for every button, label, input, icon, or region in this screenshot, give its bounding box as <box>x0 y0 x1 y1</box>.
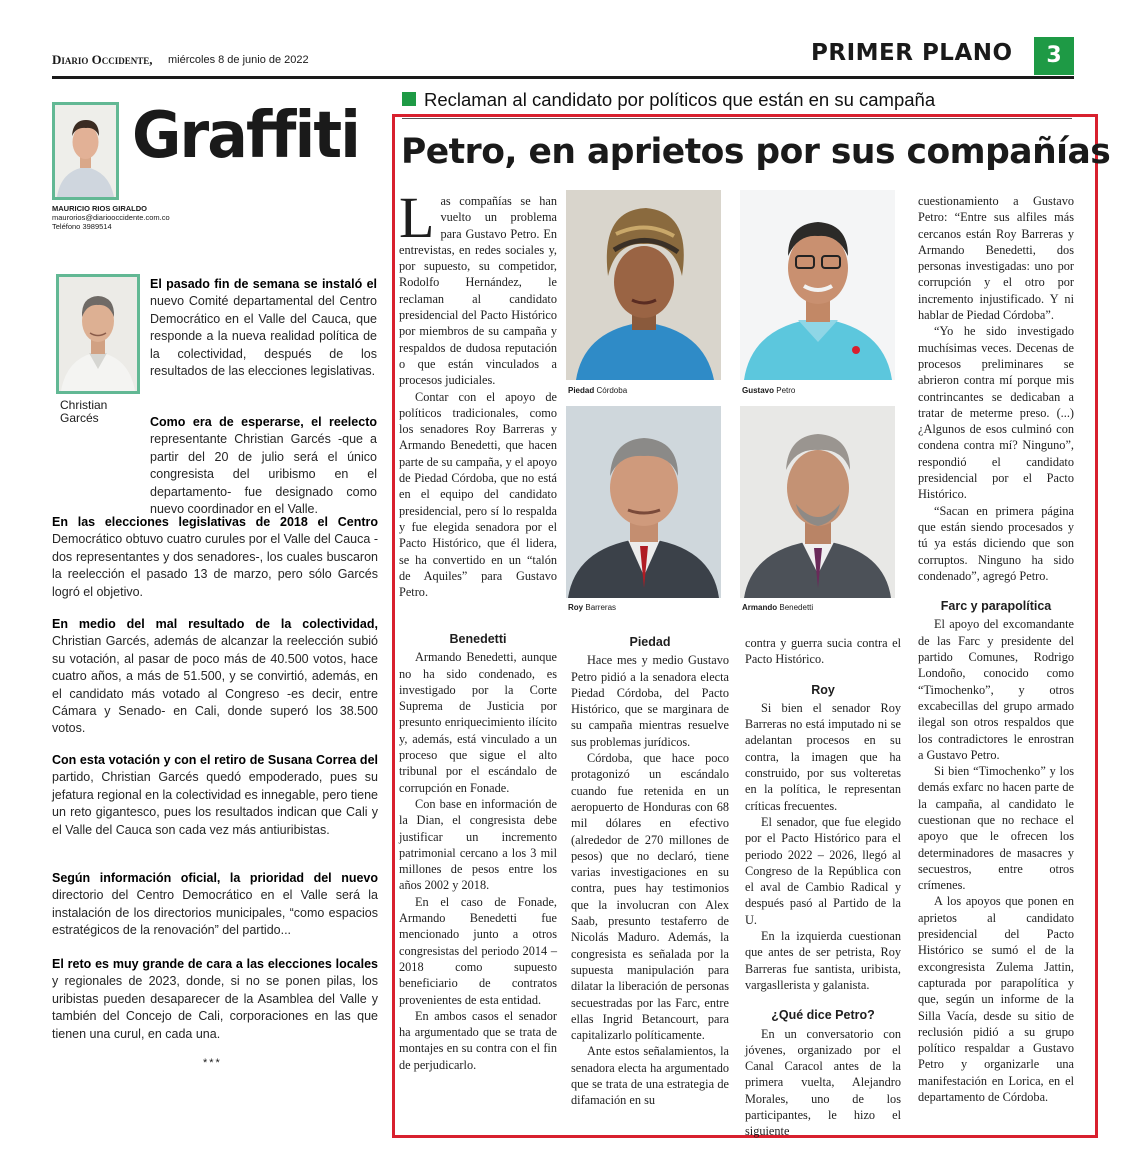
paragraph-lead: El reto es muy grande de cara a las elecciones locales <box>52 957 378 971</box>
caption-petro: Gustavo Petro <box>742 386 796 395</box>
issue-date: miércoles 8 de junio de 2022 <box>168 54 309 66</box>
paragraph-lead: Con esta votación y con el retiro de Susana Correa del <box>52 753 378 767</box>
page-number: 3 <box>1034 37 1074 75</box>
photo-roy-barreras <box>566 406 721 598</box>
paragraph-lead: En las elecciones legislativas de 2018 el Centro <box>52 515 378 529</box>
section-title: PRIMER PLANO <box>811 40 1013 66</box>
column-separator: *** <box>203 1057 222 1069</box>
columnist-photo <box>52 102 119 200</box>
article-right-column: cuestionamiento a Gustavo Petro: “Entre sus alfiles más cercanos están Roy Barreras y Armando Benedetti, dos personas investigadas: uno por corrupción y el otro por incremento injustificado. Y ni hablar de Piedad Córdoba”. “Yo he sido investigado muchísimas veces. Decenas de procesos preliminares se abrieron contra mí porque mis contrincantes se dedicaban a tratar de meterme preso. (...) ¿Algunos de esos culminó con condena contra mí? Ninguno”, respondió el candidato presidencial por el Pacto Histórico. “Sacan en primera página que están siendo procesados y tú ya estás diciendo que son corruptos. Ninguno ha sido condenado”, agregó Petro. Farc y parapolítica El apoyo del excomandante de las Farc y presidente del partido Comunes, Rodrigo Londoño, conocido como “Timochenko”, y otros excabecillas del grupo armado ilegal son otros respaldos que los contradictores le enrostran a Gustavo Petro. Si bien “Timochenko” y los demás exfarc no hacen parte de la campaña, al candidato le cuestionan que no rechace el apoyo que le ofrecen los determinadores de masacres y secuestros, entre otros crímenes. A los apoyos que ponen en aprietos al candidato presidencial del Pacto Histórico se sumó el de la excongresista Zulema Jattin, capturada por parapolítica y que, según un informe de la Silla Vacía, desde su sitio de reclusión pidió a su grupo político respaldar a Gustavo Petro y organizarle una manifestación en Lorica, en el departamento de Córdoba. <box>918 194 1074 1105</box>
section-piedad: Piedad Hace mes y medio Gustavo Petro pidió a la senadora electa Piedad Córdoba, del Pacto Histórico, que se marginara de su campaña mientras resuelve sus problemas jurídicos. Córdoba, que hace poco protagonizó un escándalo cuando fue retenida en un aeropuerto de Honduras con 68 mil dólares en efectivo (alrededor de 270 millones de pesos) que no declaró, tiene varias investigaciones en su contra, pues hay testimonios que la involucran con Alex Saab, presunto testaferro de Nicolás Maduro. Además, la congresista es señalada por la supuesta manipulación para dilatar la liberación de personas secuestradas por las Farc, entre ellas Ingrid Betancourt, para capitalizarlo políticamente. Ante estos señalamientos, la senadora electa ha argumentado que se trata de una estrategia de difamación en su <box>571 635 729 1108</box>
subhead-farc: Farc y parapolítica <box>940 599 1052 614</box>
header-rule <box>52 76 1074 79</box>
caption-benedetti: Armando Benedetti <box>742 603 814 612</box>
photo-gustavo-petro <box>740 190 895 380</box>
section-benedetti: Benedetti Armando Benedetti, aunque no ha sido condenado, es investigado por la Corte Suprema de Justicia por presunto enriquecimiento ilícito y, además, está vinculado a un proceso que sigue el alto tribunal por el escándalo de corrupción en Fonade. Con base en información de la Dian, el congresista debe justificar un incremento patrimonial cercano a los 3 mil millones de pesos entre los años 2002 y 2018. En el caso de Fonade, Armando Benedetti fue mencionado junto a otros congresistas del periodo 2014 – 2018 como supuesto beneficiario de contratos provenientes de esta entidad. En ambos casos el senador ha argumentado que se trata de montajes en su contra con el fin de perjudicarlo. <box>399 632 557 1072</box>
column-paragraph: Con esta votación y con el retiro de Susana Correa del partido, Christian Garcés quedó empoderado, pues su jefatura regional en la colectividad es innegable, pero tiene un reto gigantesco, pues los resultados indican que Cali y el Valle del Cauca son cada vez más antiuribistas. <box>52 753 378 837</box>
subhead-piedad: Piedad <box>629 635 671 649</box>
column-title: Graffiti <box>132 99 359 173</box>
column-paragraph: El reto es muy grande de cara a las elecciones locales y regionales de 2023, donde, si no se ponen pilas, los uribistas pueden desaparecer de la Asamblea del Valle y también del Concejo de Cali, corporaciones en las que tienen una curul, en cada una. <box>52 957 378 1041</box>
article-intro: Las compañías se han vuelto un problema para Gustavo Petro. En entrevistas, en redes sociales y, por supuesto, su competidor, Rodolfo Hernández, le reclaman al candidato presidencial del Pacto Histórico por miembros de su campaña y respaldos de dudosa reputación o que están vinculados a procesos judiciales. Contar con el apoyo de políticos tradicionales, como los senadores Roy Barreras y Armando Benedetti, que hacen parte de su campaña, y el apoyo de Piedad Córdoba, que no está en el equipo del candidato presidencial, pero sí lo respalda y fue elegida senadora por el Pacto Histórico, que él lidera, se ha convertido en un “talón de Aquiles” para Gustavo Petro. <box>399 185 557 600</box>
kicker-bullet <box>402 92 416 106</box>
paragraph-lead: El pasado fin de semana se instaló el <box>150 277 377 291</box>
caption-piedad: Piedad Córdoba <box>568 386 628 395</box>
section-roy: contra y guerra sucia contra el Pacto Histórico. Roy Si bien el senador Roy Barreras no está imputado ni se adelantan procesos en su contra, la imagen que ha construido, por sus volteretas en la política, le representan críticas frecuentes. El senador, que fue elegido por el Pacto Histórico para el periodo 2022 – 2026, llegó al Congreso de la República con el aval de Cambio Radical y después pasó al Partido de la U. En la izquierda cuestionan que antes de ser petrista, Roy Barreras fue santista, uribista, vargasllerista y galanista. ¿Qué dice Petro? En un conversatorio con jóvenes, organizado por el Canal Caracol antes de la primera vuelta, Alejandro Morales, uno de los participantes, le hizo el siguiente <box>745 636 901 1139</box>
subhead-que-dice-petro: ¿Qué dice Petro? <box>771 1008 875 1023</box>
paragraph-lead: Como era de esperarse, el reelecto <box>150 415 377 429</box>
columnist-name: MAURICIO RIOS GIRALDO <box>52 204 147 213</box>
column-paragraph: En medio del mal resultado de la colectividad, Christian Garcés, además de alcanzar la reelección subió su votación, al pasar de poco más de 40.500 votos, hace cuatro años, a más de 51.500, y se convirtió, además, en el candidato más votado al Congreso -es decir, entre Cámara y Senado- en Cali, donde superó los 38.500 votos. <box>52 617 378 736</box>
columnist-phone: Teléfono 3989514 <box>52 222 112 231</box>
garces-photo <box>56 274 140 394</box>
caption-roy: Roy Barreras <box>568 603 617 612</box>
column-paragraph: En las elecciones legislativas de 2018 el Centro Democrático obtuvo cuatro curules por el Valle del Cauca -dos representantes y dos senadores-, los cuales buscaron la reelección el pasado 13 de marzo, pero sólo Garcés logró el objetivo. <box>52 515 378 599</box>
column-paragraph: Como era de esperarse, el reelecto representante Christian Garcés -que a partir del 20 de julio será el único congresista del uribismo en el departamento- fue designado como nuevo coordinador en el Valle. <box>150 415 377 517</box>
article-headline: Petro, en aprietos por sus compañías <box>401 132 1111 172</box>
article-kicker: Reclaman al candidato por políticos que están en su campaña <box>424 89 936 110</box>
photo-armando-benedetti <box>740 406 895 598</box>
newspaper-name: Diario Occidente, <box>52 52 153 67</box>
photo-caption-first: Christian <box>60 398 108 412</box>
column-paragraph: El pasado fin de semana se instaló el nuevo Comité departamental del Centro Democrático en el Valle del Cauca, que responde a la nueva realidad política de la colectividad, después de los resultados de las elecciones legislativas. <box>150 277 377 379</box>
column-paragraph: Según información oficial, la prioridad del nuevo directorio del Centro Democrático en el Valle será la instalación de los directorios municipales, “como espacios estratégicos de la renovación” del partido... <box>52 871 378 938</box>
paragraph-lead: En medio del mal resultado de la colectividad, <box>52 617 378 631</box>
columnist-email: maurorios@diariooccidente.com.co <box>52 213 170 222</box>
drop-cap: L <box>399 185 435 250</box>
photo-caption-last: Garcés <box>60 411 99 425</box>
paragraph-lead: Según información oficial, la prioridad del nuevo <box>52 871 378 885</box>
subhead-roy: Roy <box>811 682 835 697</box>
photo-piedad-cordoba <box>566 190 721 380</box>
subhead-benedetti: Benedetti <box>449 632 507 646</box>
